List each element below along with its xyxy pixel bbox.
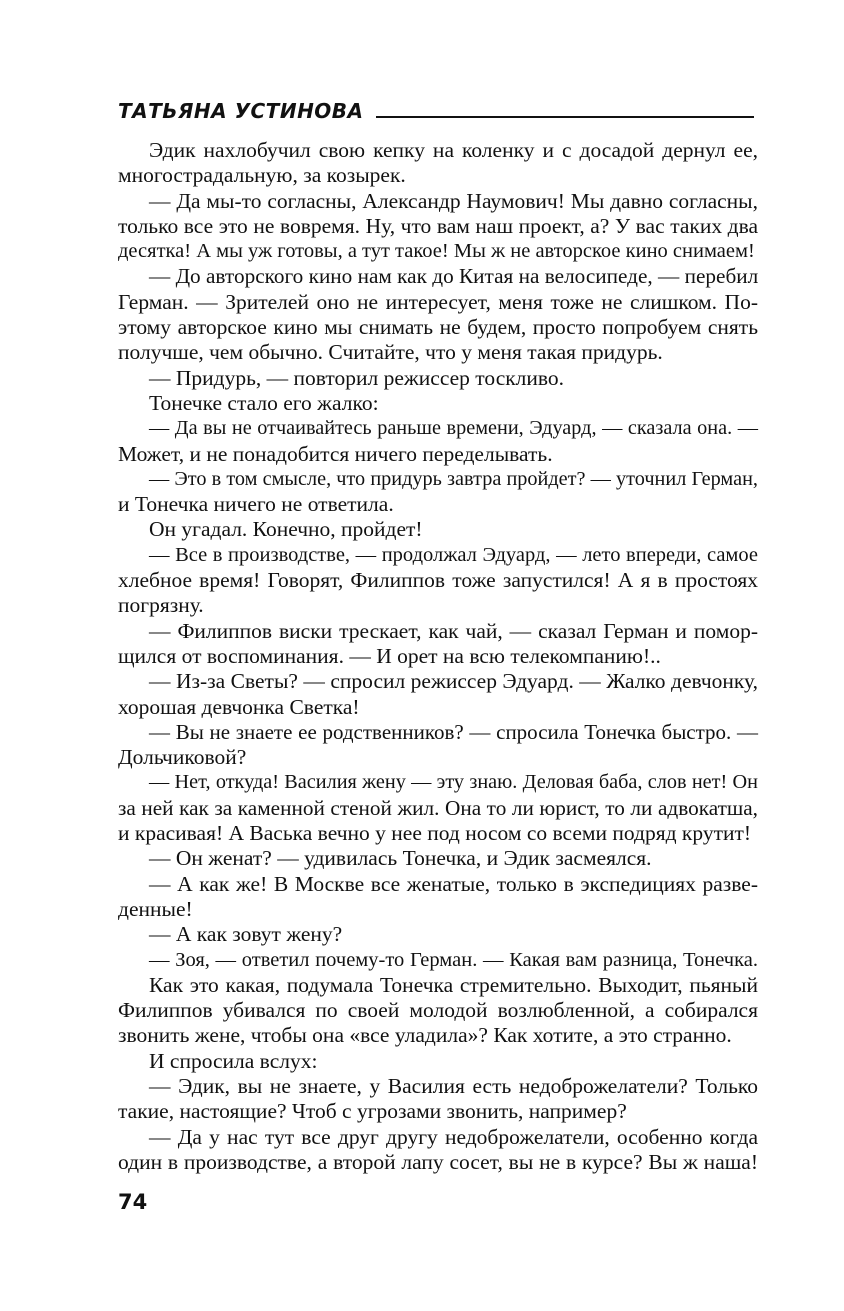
text-line: один в производстве, а второй лапу сосет, вы не в курсе? Вы ж наша! [118, 1149, 758, 1174]
text-line: — Вы не знаете ее родственников? — спросила Тонечка быстро. — [149, 719, 758, 744]
text-line: щился от воспоминания. — И орет на всю телекомпанию!.. [118, 643, 661, 668]
text-line: — Он женат? — удивилась Тонечка, и Эдик засмеялся. [149, 846, 652, 871]
text-line: за ней как за каменной стеной жил. Она то ли юрист, то ли адвокатша, [118, 795, 758, 820]
text-line: получше, чем обычно. Считайте, что у меня такая придурь. [118, 340, 663, 365]
text-line: погрязну. [118, 593, 204, 618]
text-line: — Да мы-то согласны, Александр Наумович! Мы давно согласны, [149, 188, 758, 213]
text-line: и Тонечка ничего не ответила. [118, 492, 394, 517]
text-line: — До авторского кино нам как до Китая на велосипеде, — перебил [149, 264, 759, 289]
text-line: десятка! А мы уж готовы, а тут такое! Мы ж не авторское кино снимаем! [118, 240, 755, 263]
text-line: этому авторское кино мы снимать не будем, просто попробуем снять [118, 315, 758, 340]
text-line: многострадальную, за козырек. [118, 163, 406, 188]
text-line: — Филиппов виски трескает, как чай, — сказал Герман и помор- [149, 618, 758, 643]
text-line: Тонечке стало его жалко: [149, 390, 379, 415]
text-line: Он угадал. Конечно, пройдет! [149, 517, 423, 542]
header-rule [376, 116, 754, 118]
text-line: денные! [118, 896, 193, 921]
text-line: — А как же! В Москве все женатые, только в экспедициях разве- [149, 871, 758, 896]
text-line: — Да у нас тут все друг другу недоброжелатели, особенно когда [149, 1124, 758, 1149]
text-line: Филиппов убивался по своей молодой возлюбленной, а собирался [118, 998, 758, 1023]
text-line: только все это не вовремя. Ну, что вам наш проект, а? У вас таких два [118, 213, 758, 238]
text-line: Может, и не понадобится ничего переделывать. [118, 441, 553, 466]
text-line: Эдик нахлобучил свою кепку на коленку и с досадой дернул ее, [149, 138, 758, 162]
running-head [118, 96, 754, 122]
text-line: — Зоя, — ответил почему-то Герман. — Какая вам разница, Тонечка. [149, 948, 758, 971]
text-line: Герман. — Зрителей оно не интересует, меня тоже не слишком. По- [118, 289, 758, 314]
text-line: — Нет, откуда! Василия жену — эту знаю. Деловая баба, слов нет! Он [149, 771, 758, 794]
text-line: — Из-за Светы? — спросил режиссер Эдуард. — Жалко девчонку, [149, 669, 758, 694]
text-line: звонить жене, чтобы она «все уладила»? Как хотите, а это странно. [118, 1023, 732, 1048]
text-line: — А как зовут жену? [149, 922, 343, 947]
text-line: — Все в производстве, — продолжал Эдуард, — лето впереди, самое [149, 543, 758, 566]
page-number: 74 [118, 1190, 148, 1214]
text-line: — Эдик, вы не знаете, у Василия есть недоброжелатели? Только [149, 1073, 758, 1098]
text-line: хлебное время! Говорят, Филиппов тоже запустился! А я в простоях [118, 568, 758, 593]
author-name: ТАТЬЯНА УСТИНОВА [118, 99, 364, 123]
text-line: — Это в том смысле, что придурь завтра пройдет? — уточнил Герман, [149, 467, 758, 490]
text-line: — Да вы не отчаивайтесь раньше времени, Эдуард, — сказала она. — [149, 417, 758, 440]
text-line: хорошая девчонка Светка! [118, 694, 360, 719]
text-line: И спросила вслух: [149, 1048, 318, 1073]
text-line: Как это какая, подумала Тонечка стремительно. Выходит, пьяный [149, 972, 758, 997]
body-text [118, 138, 758, 1175]
text-line: — Придурь, — повторил режиссер тоскливо. [149, 365, 565, 390]
text-line: и красивая! А Васька вечно у нее под носом со всеми подряд крутит! [118, 821, 752, 846]
text-line: Дольчиковой? [118, 745, 247, 770]
text-line: такие, настоящие? Чтоб с угрозами звонить, например? [118, 1099, 627, 1124]
